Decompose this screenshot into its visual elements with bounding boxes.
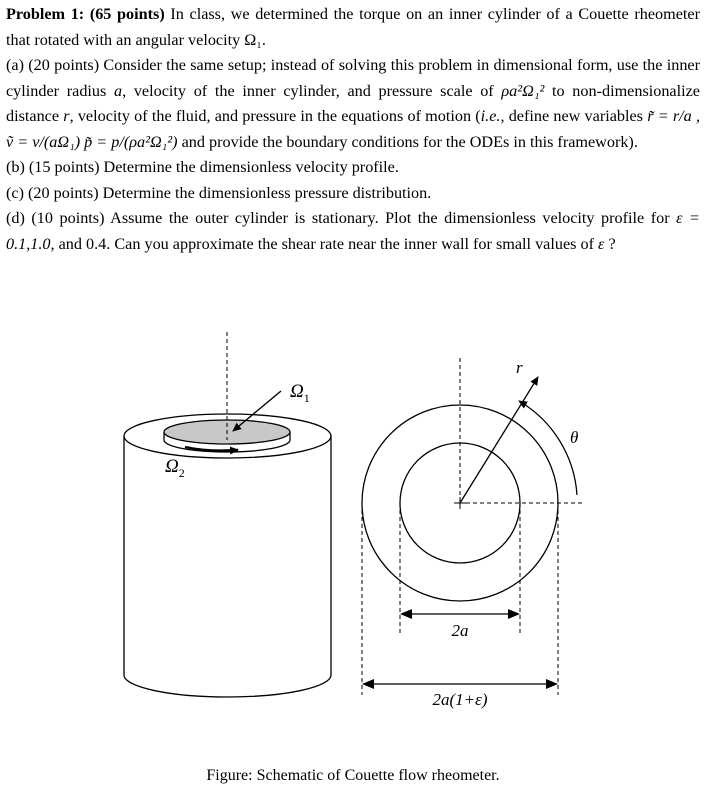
dim-outer-arrow-right: [546, 679, 558, 689]
dim-inner-label: 2a: [451, 621, 469, 640]
part-a-var-r: r: [63, 107, 70, 125]
part-b: (b) (15 points) Determine the dimensionless velocity profile.: [6, 158, 399, 176]
part-a-text-3: to non-dimensionalize distance: [6, 81, 700, 125]
theta-arc-arrow: [519, 401, 577, 495]
outer-cylinder-bottom-edge: [124, 675, 331, 697]
part-a-text-2: , velocity of the inner cylinder, and pressure scale of: [122, 81, 502, 100]
part-a-pressure-scale: ρa²Ω₁²: [501, 81, 545, 100]
part-a-var-a: a: [114, 81, 123, 100]
dim-outer-label: 2a(1+ε): [432, 690, 488, 709]
dim-inner-arrow-left: [400, 609, 412, 619]
problem-intro: In class, we determined the torque on an inner cylinder of a Couette rheometer that rotated with an angular velocity Ω₁.: [6, 5, 700, 49]
top-view: [362, 358, 584, 709]
r-arrow: [460, 377, 538, 503]
dim-outer-arrow-left: [362, 679, 374, 689]
part-a-text-1: Consider the same setup; instead of solving this problem in dimensional form, use the inner cylinder radius: [6, 56, 700, 100]
part-d-eps: ε: [598, 234, 605, 253]
part-c: (c) (20 points) Determine the dimensionless pressure distribution.: [6, 183, 432, 202]
part-d-text-1: (d) (10 points) Assume the outer cylinder is stationary. Plot the dimensionless velocity profile for: [6, 209, 677, 227]
dim-inner-arrow-right: [508, 609, 520, 619]
r-label: r: [516, 358, 523, 377]
part-a-ie: i.e.: [480, 107, 501, 125]
omega1-label: $\Omega_1$: [290, 381, 310, 405]
part-d-eps-values: ε = 0.1,1.0,: [6, 209, 700, 253]
cylinder-3d: [124, 332, 331, 697]
part-a-text-6: and provide the boundary conditions for the ODEs in this framework).: [177, 132, 638, 151]
part-a-label: (a) (20 points): [6, 56, 100, 74]
part-a-text-5: , define new variables: [500, 107, 648, 125]
part-a-text-4: , velocity of the fluid, and pressure in the equations of motion (: [69, 107, 481, 125]
omega2-label: $\Omega_2$: [165, 456, 185, 480]
part-d-text-3: ?: [604, 234, 616, 253]
part-d-text-2: and 0.4. Can you approximate the shear rate near the inner wall for small values of: [54, 234, 599, 253]
figure-caption: Figure: Schematic of Couette flow rheometer.: [206, 767, 500, 784]
problem-header: Problem 1: (65 points): [6, 5, 165, 23]
theta-label: θ: [570, 428, 579, 447]
part-a-definitions: r̃ = r/a , ṽ = v/(aΩ₁) p̃ = p/(ρa²Ω₁²): [6, 107, 700, 151]
